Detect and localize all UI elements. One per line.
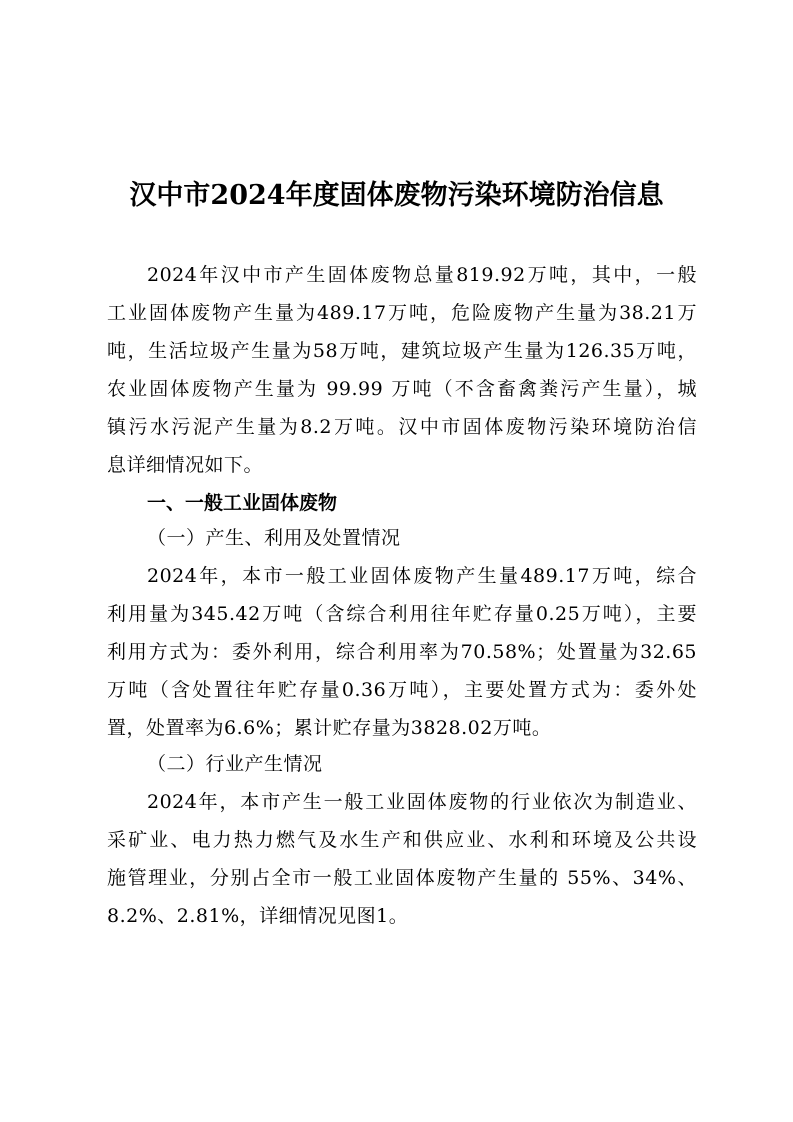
paragraph-line: 工业固体废物产生量为489.17万吨，危险废物产生量为38.21万 <box>107 302 697 324</box>
paragraph-line: 置，处置率为6.6%；累计贮存量为3828.02万吨。 <box>107 717 552 739</box>
paragraph-line: 吨，生活垃圾产生量为58万吨，建筑垃圾产生量为126.35万吨， <box>107 340 697 362</box>
paragraph-line: 农业固体废物产生量为 99.99 万吨（不含畜禽粪污产生量），城 <box>107 378 697 400</box>
subsection-heading: （一）产生、利用及处置情况 <box>147 527 401 549</box>
paragraph-line: 息详细情况如下。 <box>107 454 264 476</box>
paragraph-line: 2024年汉中市产生固体废物总量819.92万吨，其中，一般 <box>147 264 697 286</box>
paragraph-line: 施管理业，分别占全市一般工业固体废物产生量的 55%、34%、 <box>107 867 697 889</box>
subsection-heading: （二）行业产生情况 <box>147 753 323 775</box>
paragraph-line: 利用量为345.42万吨（含综合利用往年贮存量0.25万吨），主要 <box>107 603 697 625</box>
paragraph-line: 2024年，本市产生一般工业固体废物的行业依次为制造业、 <box>147 791 697 813</box>
paragraph-line: 采矿业、电力热力燃气及水生产和供应业、水利和环境及公共设 <box>107 829 697 851</box>
paragraph-line: 8.2%、2.81%，详细情况见图1。 <box>107 905 409 927</box>
document-title: 汉中市2024年度固体废物污染环境防治信息 <box>129 180 664 211</box>
section-heading: 一、一般工业固体废物 <box>147 492 338 514</box>
paragraph-line: 镇污水污泥产生量为8.2万吨。汉中市固体废物污染环境防治信 <box>107 416 697 438</box>
paragraph-line: 2024年，本市一般工业固体废物产生量489.17万吨，综合 <box>147 565 697 587</box>
paragraph-line: 万吨（含处置往年贮存量0.36万吨），主要处置方式为：委外处 <box>107 679 697 701</box>
paragraph-line: 利用方式为：委外利用，综合利用率为70.58%；处置量为32.65 <box>107 641 697 663</box>
